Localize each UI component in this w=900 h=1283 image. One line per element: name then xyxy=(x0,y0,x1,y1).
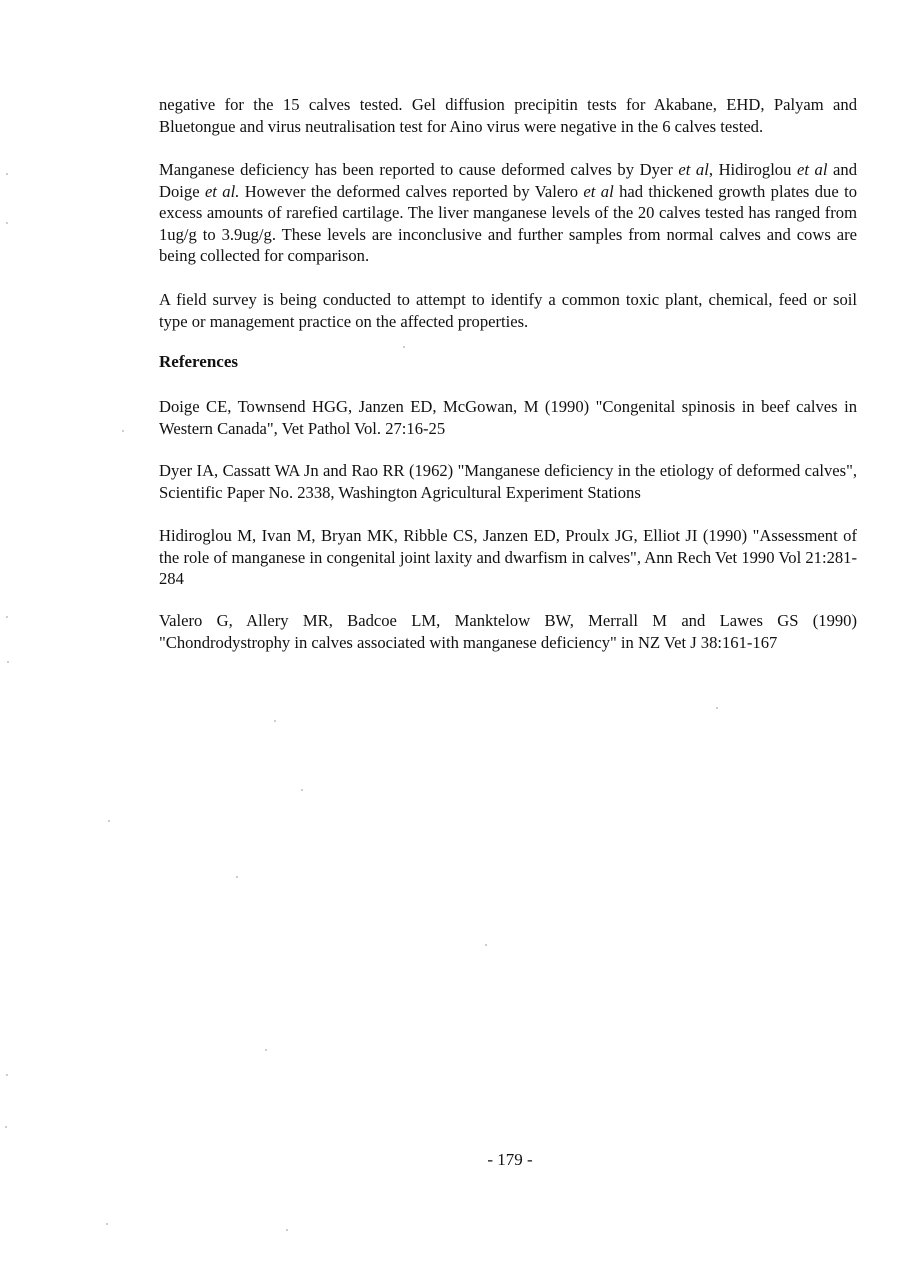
scan-speck xyxy=(485,944,487,946)
scan-speck xyxy=(5,1126,7,1128)
paragraph-manganese xyxy=(159,159,857,267)
scan-speck xyxy=(716,707,718,709)
manganese-text-1: Manganese deficiency has been reported to cause deformed calves by Dyer xyxy=(159,160,679,179)
reference-item: Hidiroglou M, Ivan M, Bryan MK, Ribble CS, Janzen ED, Proulx JG, Elliot JI (1990) "Assessment of the role of manganese in congenital joint laxity and dwarfism in calves", Ann Rech Vet 1990 Vol 21:281-284 xyxy=(159,526,857,588)
scan-speck xyxy=(265,1049,267,1051)
scan-speck xyxy=(6,616,8,618)
scan-speck xyxy=(6,222,8,224)
scan-speck xyxy=(7,661,9,663)
scan-speck xyxy=(6,1074,8,1076)
et-al-italic: et al xyxy=(583,181,614,201)
page-number: - 179 - xyxy=(487,1150,533,1169)
paragraph-serology: negative for the 15 calves tested. Gel diffusion precipitin tests for Akabane, EHD, Palyam and Bluetongue and virus neutralisation test for Aino virus were negative in the 6 calves tested. xyxy=(159,95,857,136)
scan-speck xyxy=(6,173,8,175)
scan-speck xyxy=(286,1229,288,1231)
scan-speck xyxy=(122,430,124,432)
scan-speck xyxy=(108,820,110,822)
reference-item: Doige CE, Townsend HGG, Janzen ED, McGowan, M (1990) "Congenital spinosis in beef calves in Western Canada", Vet Pathol Vol. 27:16-25 xyxy=(159,397,857,438)
reference-item: Valero G, Allery MR, Badcoe LM, Manktelow BW, Merrall M and Lawes GS (1990) "Chondrodystrophy in calves associated with manganese deficiency" in NZ Vet J 38:161-167 xyxy=(159,611,857,652)
scan-speck xyxy=(106,1223,108,1225)
references-heading: References xyxy=(159,352,238,371)
et-al-italic: et al. xyxy=(204,181,240,201)
scan-speck xyxy=(274,720,276,722)
paragraph-field-survey: A field survey is being conducted to attempt to identify a common toxic plant, chemical, feed or soil type or management practice on the affected properties. xyxy=(159,290,857,331)
scan-speck xyxy=(403,346,405,348)
manganese-text-4: However the deformed calves reported by Valero xyxy=(239,181,584,201)
manganese-text-3: and Doige xyxy=(159,160,857,201)
reference-item: Dyer IA, Cassatt WA Jn and Rao RR (1962) "Manganese deficiency in the etiology of deformed calves", Scientific Paper No. 2338, Washington Agricultural Experiment Stations xyxy=(159,461,857,502)
scan-speck xyxy=(236,876,238,878)
et-al-italic: et al xyxy=(678,160,709,179)
scan-speck xyxy=(301,789,303,791)
manganese-text-5: had thickened growth plates due to excess amounts of rarefied cartilage. The liver manganese levels of the 20 calves tested has ranged from 1ug/g to 3.9ug/g. These levels are inconclusive and further samples from normal calves and cows are being collected for comparison. xyxy=(159,181,858,265)
manganese-text-2: , Hidiroglou xyxy=(708,160,797,179)
et-al-italic: et al xyxy=(796,160,828,179)
